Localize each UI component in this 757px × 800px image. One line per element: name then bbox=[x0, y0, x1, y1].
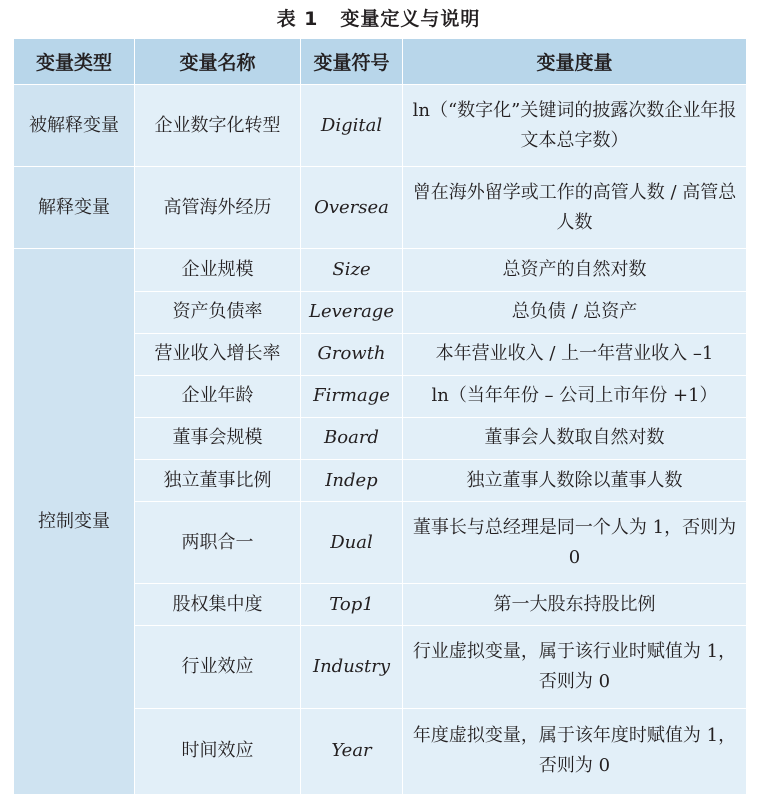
variable-name-cell: 两职合一 bbox=[135, 502, 301, 584]
variable-type-cell: 控制变量 bbox=[14, 249, 135, 795]
table-row bbox=[14, 85, 747, 167]
variable-table bbox=[13, 38, 747, 795]
table-caption bbox=[0, 0, 757, 34]
variable-measure-cell: 行业虚拟变量，属于该行业时赋值为 1，否则为 0 bbox=[403, 626, 747, 708]
variable-name-cell: 董事会规模 bbox=[135, 417, 301, 459]
variable-measure-cell: 独立董事人数除以董事人数 bbox=[403, 459, 747, 501]
table-number: 表 1 bbox=[276, 7, 319, 30]
variable-measure-cell: 年度虚拟变量，属于该年度时赋值为 1，否则为 0 bbox=[403, 708, 747, 794]
variable-symbol-cell: Firmage bbox=[301, 375, 403, 417]
variable-symbol-cell: Industry bbox=[301, 626, 403, 708]
header-variable-symbol: 变量符号 bbox=[301, 39, 403, 85]
variable-symbol-cell: Board bbox=[301, 417, 403, 459]
variable-name-cell: 独立董事比例 bbox=[135, 459, 301, 501]
variable-name-cell: 企业数字化转型 bbox=[135, 85, 301, 167]
variable-name-cell: 营业收入增长率 bbox=[135, 333, 301, 375]
variable-name-cell: 资产负债率 bbox=[135, 291, 301, 333]
variable-symbol-cell: Leverage bbox=[301, 291, 403, 333]
header-variable-name: 变量名称 bbox=[135, 39, 301, 85]
variable-name-cell: 股权集中度 bbox=[135, 584, 301, 626]
variable-measure-cell: 董事长与总经理是同一个人为 1，否则为 0 bbox=[403, 502, 747, 584]
variable-measure-cell: 第一大股东持股比例 bbox=[403, 584, 747, 626]
variable-measure-cell: 本年营业收入 / 上一年营业收入 –1 bbox=[403, 333, 747, 375]
table-title: 变量定义与说明 bbox=[340, 7, 481, 30]
variable-name-cell: 高管海外经历 bbox=[135, 167, 301, 249]
header-variable-type: 变量类型 bbox=[14, 39, 135, 85]
variable-type-cell: 解释变量 bbox=[14, 167, 135, 249]
variable-symbol-cell: Size bbox=[301, 249, 403, 291]
variable-measure-cell: ln（当年年份 – 公司上市年份 +1） bbox=[403, 375, 747, 417]
variable-measure-cell: ln（“数字化”关键词的披露次数企业年报文本总字数） bbox=[403, 85, 747, 167]
variable-measure-cell: 董事会人数取自然对数 bbox=[403, 417, 747, 459]
variable-symbol-cell: Oversea bbox=[301, 167, 403, 249]
variable-name-cell: 企业规模 bbox=[135, 249, 301, 291]
variable-measure-cell: 总负债 / 总资产 bbox=[403, 291, 747, 333]
header-variable-measure: 变量度量 bbox=[403, 39, 747, 85]
variable-symbol-cell: Growth bbox=[301, 333, 403, 375]
table-row bbox=[14, 249, 747, 291]
variable-type-cell: 被解释变量 bbox=[14, 85, 135, 167]
variable-name-cell: 时间效应 bbox=[135, 708, 301, 794]
variable-symbol-cell: Indep bbox=[301, 459, 403, 501]
variable-symbol-cell: Dual bbox=[301, 502, 403, 584]
variable-symbol-cell: Digital bbox=[301, 85, 403, 167]
table-row bbox=[14, 167, 747, 249]
variable-symbol-cell: Top1 bbox=[301, 584, 403, 626]
header-row bbox=[14, 39, 747, 85]
variable-name-cell: 企业年龄 bbox=[135, 375, 301, 417]
variable-symbol-cell: Year bbox=[301, 708, 403, 794]
variable-measure-cell: 曾在海外留学或工作的高管人数 / 高管总人数 bbox=[403, 167, 747, 249]
variable-measure-cell: 总资产的自然对数 bbox=[403, 249, 747, 291]
variable-name-cell: 行业效应 bbox=[135, 626, 301, 708]
